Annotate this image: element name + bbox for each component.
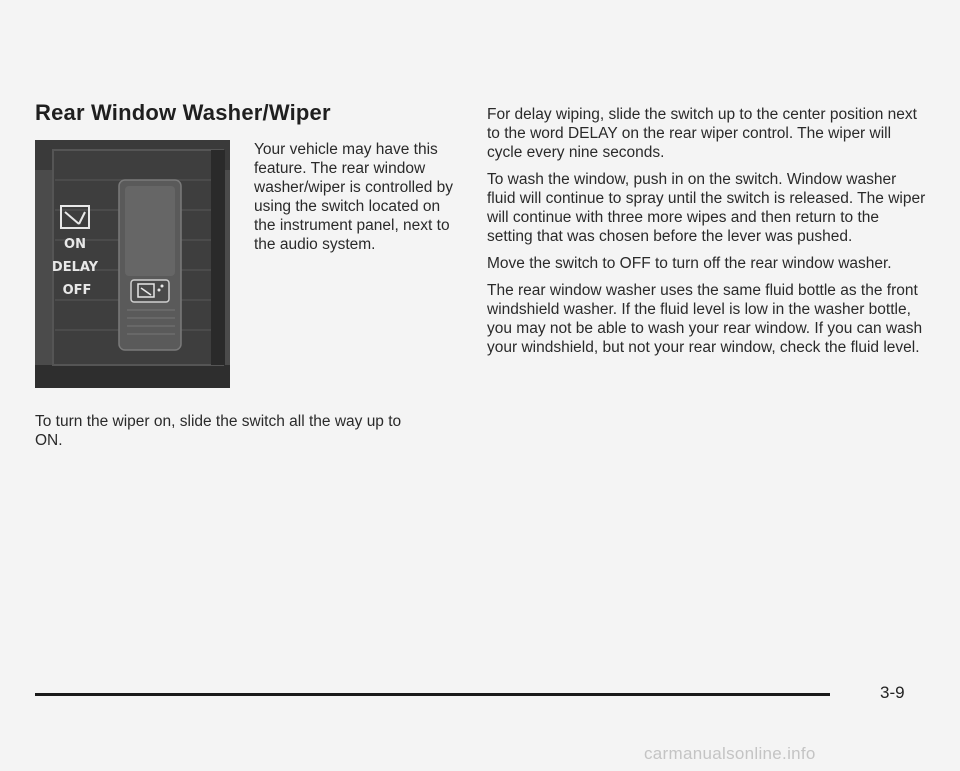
- washer-icon: [131, 280, 169, 302]
- wiper-switch-photo: [35, 140, 230, 388]
- turn-on-paragraph: To turn the wiper on, slide the switch all the way up to ON.: [35, 413, 402, 449]
- switch-label-on: ON: [64, 237, 86, 252]
- fluid-paragraph: The rear window washer uses the same fluid bottle as the front windshield washer. If the fluid level is low in the washer bottle, you may not be able to wash your rear window. If you can wash your windshield, but not your rear window, check the fluid level.: [487, 282, 923, 356]
- page-number: 3-9: [880, 683, 905, 702]
- section-title: Rear Window Washer/Wiper: [35, 100, 331, 125]
- switch-label-delay: DELAY: [51, 260, 99, 275]
- switch-label-off: OFF: [62, 283, 92, 298]
- intro-paragraph: Your vehicle may have this feature. The rear window washer/wiper is controlled by using the switch located on the instrument panel, next to the audio system.: [254, 141, 454, 253]
- wash-paragraph: To wash the window, push in on the switch. Window washer fluid will continue to spray until the switch is released. The wiper will continue with three more wipes and then return to the setting that was chosen before the lever was pushed.: [487, 171, 926, 245]
- wiper-switch-illustration: [35, 140, 230, 388]
- watermark: carmanualsonline.info: [644, 744, 816, 763]
- footer-rule: [35, 693, 830, 696]
- off-paragraph: Move the switch to OFF to turn off the rear window washer.: [487, 255, 892, 272]
- delay-paragraph: For delay wiping, slide the switch up to the center position next to the word DELAY on the rear wiper control. The wiper will cycle every nine seconds.: [487, 106, 917, 161]
- right-column: [487, 105, 927, 365]
